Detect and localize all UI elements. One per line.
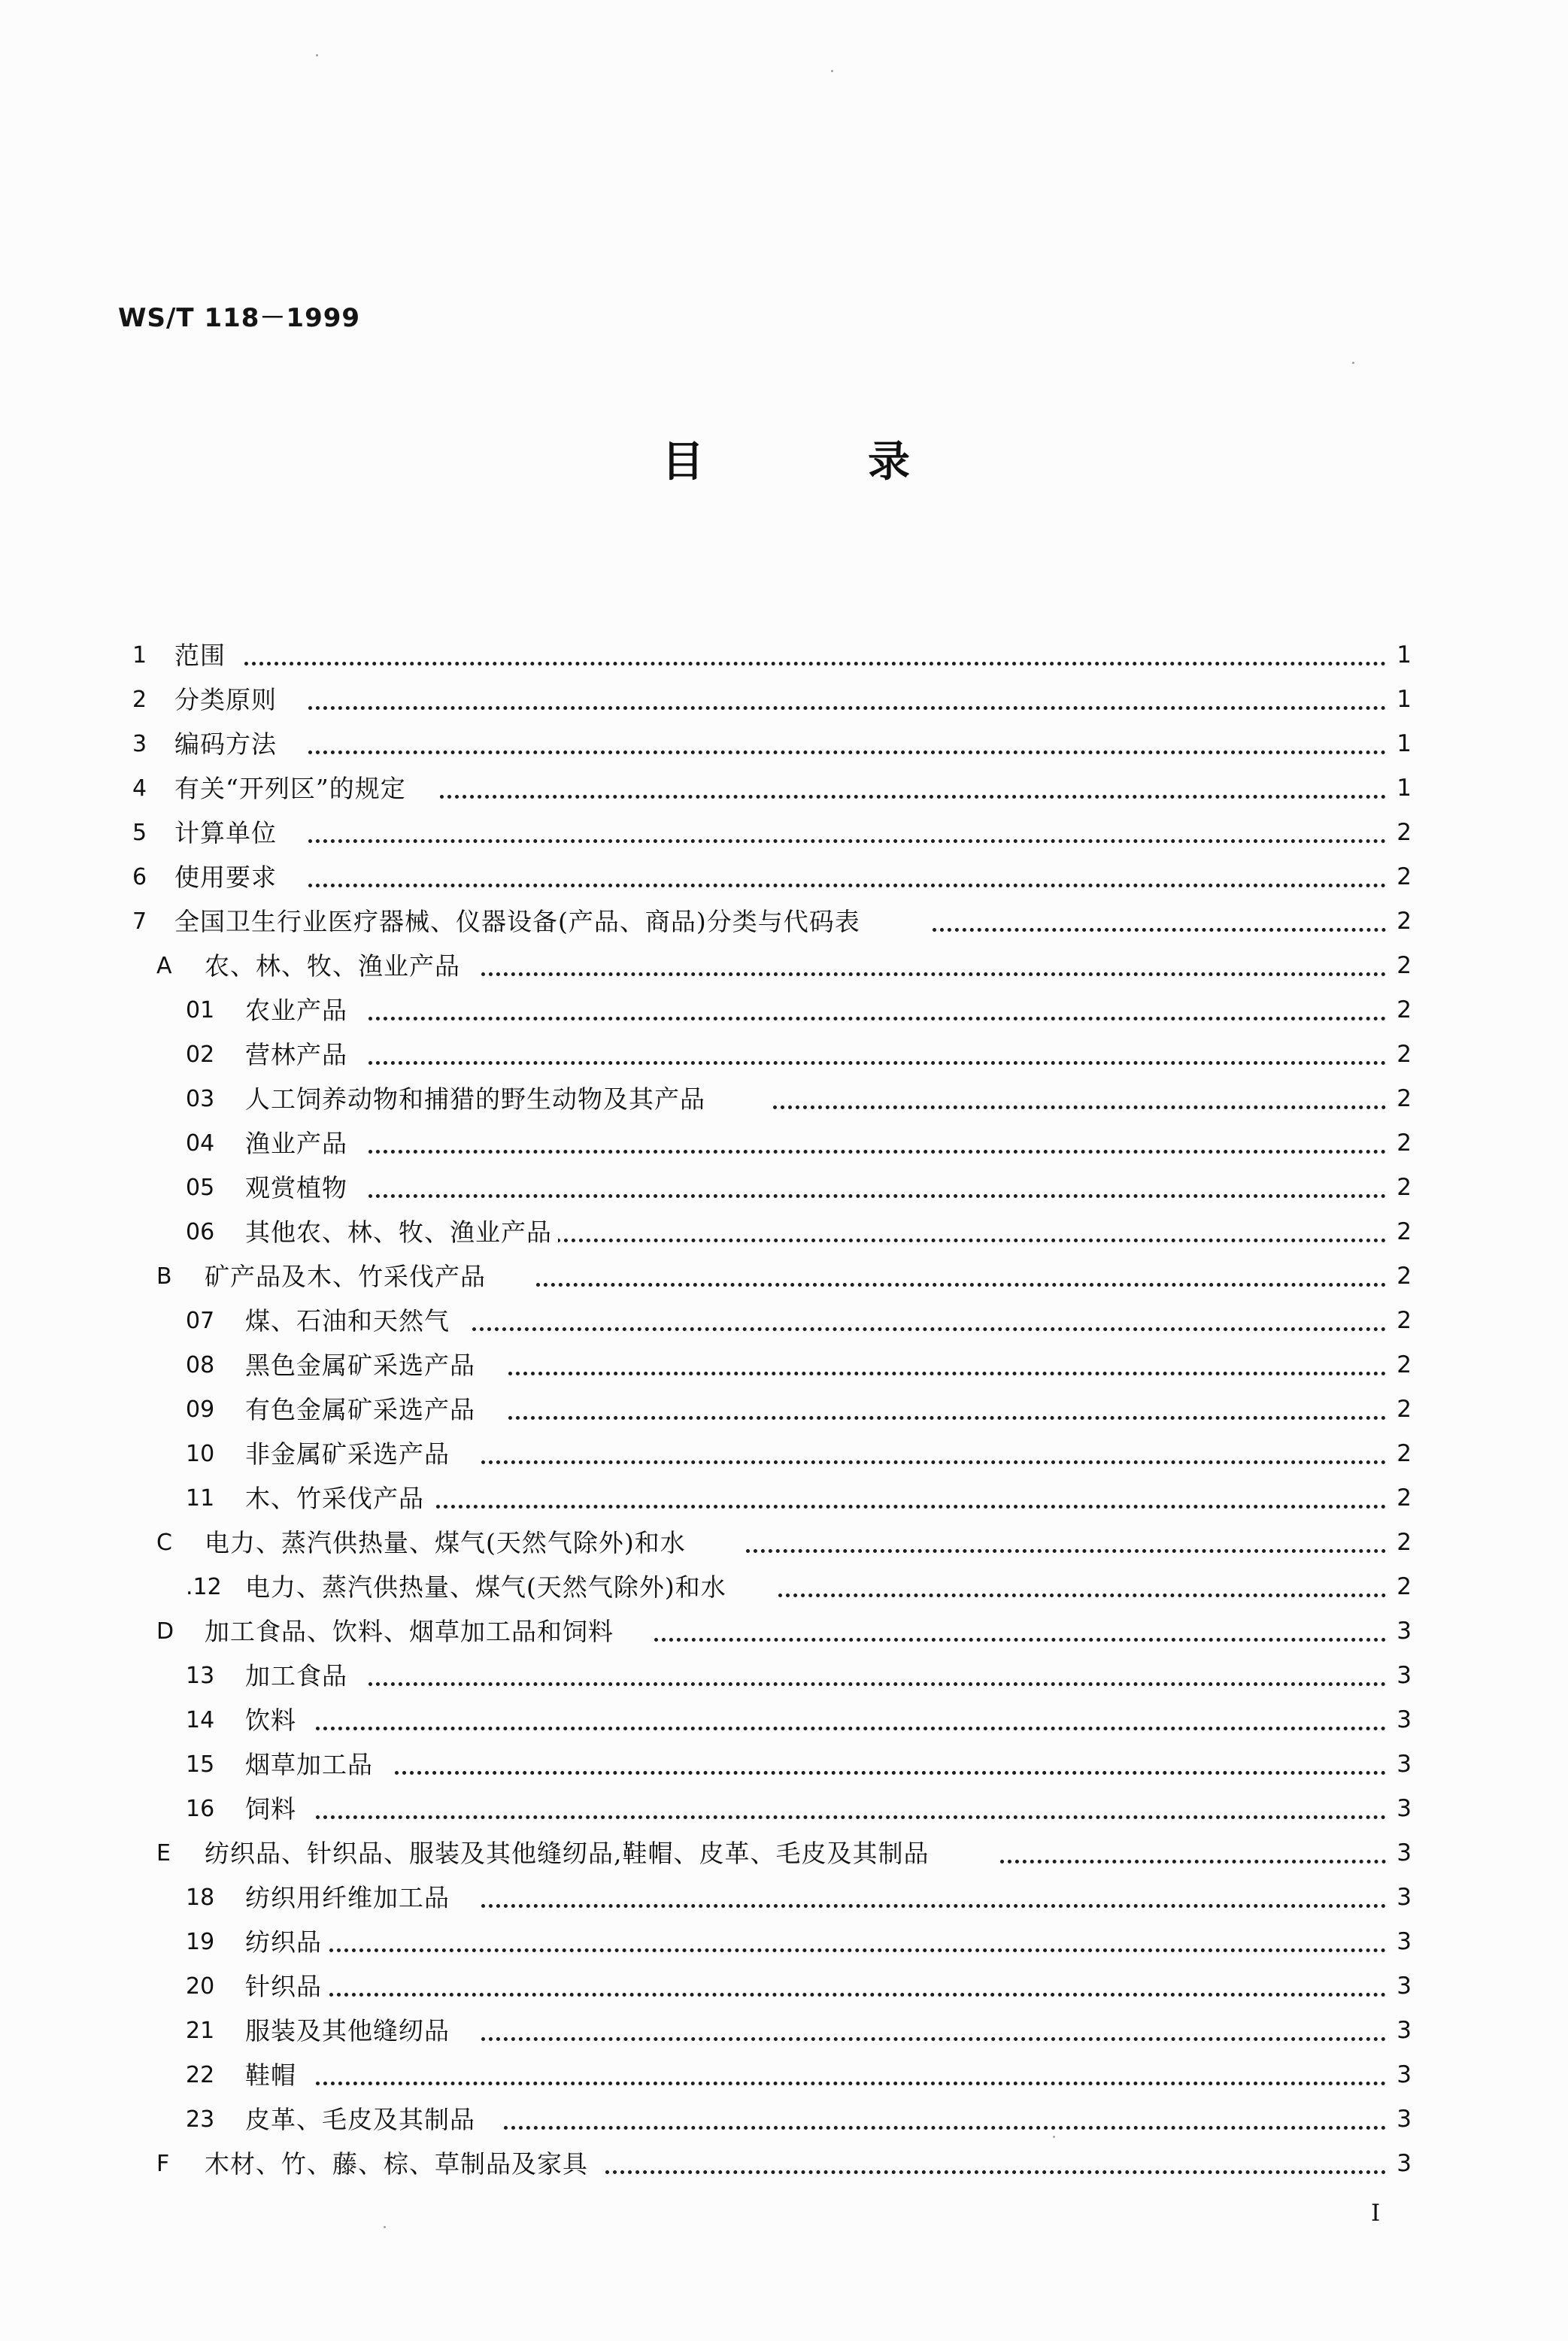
entry-page: 2	[1389, 1476, 1412, 1521]
toc-entry-6	[0, 855, 1568, 899]
entry-number: E	[156, 1840, 171, 1866]
entry-number: 21	[186, 2018, 215, 2044]
entry-page: 2	[1389, 1521, 1412, 1565]
toc-entry-d	[0, 1609, 1568, 1654]
entry-page: 2	[1389, 1565, 1412, 1609]
toc-entry-f	[0, 2142, 1568, 2186]
scan-speck	[831, 70, 833, 72]
entry-number: B	[156, 1263, 172, 1290]
page-number: I	[1371, 2200, 1381, 2227]
dot-leader	[395, 1771, 1386, 1775]
entry-page: 2	[1389, 1387, 1412, 1432]
entry-number: 23	[186, 2106, 215, 2133]
dot-leader	[308, 884, 1386, 887]
dot-leader	[481, 1904, 1386, 1908]
entry-number: F	[156, 2151, 170, 2177]
toc-entry-c	[0, 1521, 1568, 1565]
entry-title: 其他农、林、牧、渔业产品	[245, 1210, 558, 1254]
entry-number: 4	[132, 775, 147, 802]
entry-page: 3	[1389, 1742, 1412, 1787]
entry-number: 16	[186, 1796, 215, 1822]
entry-title: 分类原则	[174, 678, 283, 722]
entry-page: 3	[1389, 1920, 1412, 1964]
entry-page: 2	[1389, 811, 1412, 855]
entry-number: C	[156, 1530, 172, 1556]
toc-entry-15	[0, 1742, 1568, 1787]
entry-page: 2	[1389, 1254, 1412, 1299]
entry-page: 2	[1389, 1210, 1412, 1254]
toc-entry-5	[0, 811, 1568, 855]
standard-code: WS/T 118－1999	[118, 303, 361, 333]
entry-number: 02	[186, 1042, 215, 1068]
entry-page: 1	[1389, 678, 1412, 722]
dot-leader	[778, 1594, 1386, 1597]
dot-leader	[316, 1815, 1386, 1819]
dot-leader	[508, 1416, 1386, 1420]
dot-leader	[536, 1283, 1386, 1287]
entry-title: 纺织品、针织品、服装及其他缝纫品,鞋帽、皮革、毛皮及其制品	[205, 1831, 936, 1876]
dot-leader	[440, 795, 1386, 799]
entry-page: 3	[1389, 1964, 1412, 2009]
toc-entry-02	[0, 1033, 1568, 1077]
entry-page: 2	[1389, 1121, 1412, 1166]
toc-entry-1	[0, 633, 1568, 678]
entry-number: 05	[186, 1175, 215, 1201]
entry-page: 2	[1389, 1033, 1412, 1077]
entry-page: 2	[1389, 1077, 1412, 1121]
entry-title: 加工食品、饮料、烟草加工品和饲料	[205, 1609, 620, 1654]
entry-title: 非金属矿采选产品	[245, 1432, 456, 1476]
entry-page: 2	[1389, 944, 1412, 988]
entry-page: 3	[1389, 1654, 1412, 1698]
entry-number: .12	[186, 1574, 222, 1600]
entry-number: 13	[186, 1663, 215, 1689]
entry-title: 全国卫生行业医疗器械、仪器设备(产品、商品)分类与代码表	[174, 899, 866, 944]
entry-title: 纺织品	[245, 1920, 328, 1964]
dot-leader	[244, 662, 1386, 666]
entry-page: 2	[1389, 855, 1412, 899]
entry-title: 纺织用纤维加工品	[245, 1876, 456, 1920]
entry-number: 20	[186, 1973, 215, 2000]
scan-speck	[316, 54, 318, 56]
entry-page: 3	[1389, 1876, 1412, 1920]
entry-number: 18	[186, 1885, 215, 1911]
entry-number: 04	[186, 1130, 215, 1157]
entry-page: 2	[1389, 1299, 1412, 1343]
entry-number: 3	[132, 731, 147, 757]
entry-page: 1	[1389, 722, 1412, 766]
dot-leader	[368, 1017, 1386, 1020]
toc-entry-11	[0, 1476, 1568, 1521]
entry-number: 03	[186, 1086, 215, 1112]
entry-title: 有色金属矿采选产品	[245, 1387, 481, 1432]
entry-number: 7	[132, 908, 147, 935]
entry-page: 3	[1389, 2142, 1412, 2186]
entry-number: 6	[132, 864, 147, 890]
dot-leader	[481, 972, 1386, 976]
entry-title: 针织品	[245, 1964, 328, 2009]
toc-entry-4	[0, 766, 1568, 811]
entry-title: 鞋帽	[245, 2053, 302, 2097]
dot-leader	[329, 1948, 1386, 1952]
dot-leader	[368, 1150, 1386, 1154]
toc-entry-13	[0, 1654, 1568, 1698]
entry-page: 3	[1389, 1698, 1412, 1742]
entry-number: 19	[186, 1929, 215, 1955]
entry-page: 2	[1389, 1343, 1412, 1387]
toc-entry-21	[0, 2009, 1568, 2053]
entry-title: 皮革、毛皮及其制品	[245, 2097, 481, 2142]
entry-number: 06	[186, 1219, 215, 1245]
entry-number: 07	[186, 1308, 215, 1334]
toc-entry-b	[0, 1254, 1568, 1299]
dot-leader	[605, 2170, 1386, 2174]
toc-entry-10	[0, 1432, 1568, 1476]
entry-title: 饲料	[245, 1787, 302, 1831]
dot-leader	[308, 751, 1386, 754]
dot-leader	[308, 839, 1386, 843]
entry-title: 营林产品	[245, 1033, 353, 1077]
entry-title: 烟草加工品	[245, 1742, 379, 1787]
toc-entry-12	[0, 1565, 1568, 1609]
entry-number: 08	[186, 1352, 215, 1378]
toc-entry-05	[0, 1166, 1568, 1210]
entry-title: 观赏植物	[245, 1166, 353, 1210]
entry-number: 22	[186, 2062, 215, 2088]
dot-leader	[368, 1061, 1386, 1065]
dot-leader	[746, 1549, 1386, 1553]
entry-page: 2	[1389, 1166, 1412, 1210]
entry-title: 编码方法	[174, 722, 283, 766]
dot-leader	[316, 2082, 1386, 2085]
toc-entry-03	[0, 1077, 1568, 1121]
entry-number: 01	[186, 997, 215, 1023]
scan-speck	[1053, 2136, 1055, 2138]
entry-page: 3	[1389, 2053, 1412, 2097]
entry-title: 农业产品	[245, 988, 353, 1033]
toc-entry-2	[0, 678, 1568, 722]
dot-leader	[773, 1105, 1386, 1109]
entry-title: 计算单位	[174, 811, 283, 855]
entry-page: 3	[1389, 2009, 1412, 2053]
dot-leader	[308, 706, 1386, 710]
dot-leader	[481, 2037, 1386, 2041]
toc-entry-04	[0, 1121, 1568, 1166]
toc-entry-14	[0, 1698, 1568, 1742]
entry-title: 加工食品	[245, 1654, 353, 1698]
entry-number: 10	[186, 1441, 215, 1467]
dot-leader	[368, 1682, 1386, 1686]
entry-page: 3	[1389, 1609, 1412, 1654]
dot-leader	[472, 1327, 1386, 1331]
entry-page: 2	[1389, 988, 1412, 1033]
dot-leader	[654, 1638, 1386, 1642]
toc-entry-18	[0, 1876, 1568, 1920]
scan-speck	[1352, 362, 1354, 364]
entry-title: 范围	[174, 633, 232, 678]
dot-leader	[933, 928, 1386, 932]
entry-number: 5	[132, 820, 147, 846]
entry-number: 11	[186, 1485, 215, 1512]
toc-entry-7	[0, 899, 1568, 944]
entry-title: 木材、竹、藤、棕、草制品及家具	[205, 2142, 594, 2186]
dot-leader	[504, 2126, 1386, 2130]
entry-number: 15	[186, 1751, 215, 1778]
entry-number: A	[156, 953, 172, 979]
toc-entry-20	[0, 1964, 1568, 2009]
entry-number: 14	[186, 1707, 215, 1733]
toc-entry-16	[0, 1787, 1568, 1831]
entry-title: 服装及其他缝纫品	[245, 2009, 456, 2053]
scan-speck	[384, 2226, 386, 2228]
entry-number: 2	[132, 687, 147, 713]
entry-title: 黑色金属矿采选产品	[245, 1343, 481, 1387]
contents-title-char-1: 目	[662, 438, 704, 487]
contents-title-char-2: 录	[868, 438, 910, 487]
entry-number: D	[156, 1618, 174, 1645]
entry-page: 1	[1389, 633, 1412, 678]
toc-entry-23	[0, 2097, 1568, 2142]
dot-leader	[557, 1239, 1386, 1242]
table-of-contents	[0, 633, 1568, 2186]
toc-entry-09	[0, 1387, 1568, 1432]
entry-title: 木、竹采伐产品	[245, 1476, 430, 1521]
dot-leader	[436, 1505, 1386, 1509]
dot-leader	[368, 1194, 1386, 1198]
entry-page: 3	[1389, 2097, 1412, 2142]
entry-page: 3	[1389, 1831, 1412, 1876]
entry-title: 渔业产品	[245, 1121, 353, 1166]
toc-entry-a	[0, 944, 1568, 988]
toc-entry-22	[0, 2053, 1568, 2097]
dot-leader	[508, 1372, 1386, 1375]
entry-number: 1	[132, 642, 147, 669]
entry-title: 煤、石油和天然气	[245, 1299, 456, 1343]
entry-page: 3	[1389, 1787, 1412, 1831]
entry-title: 矿产品及木、竹采伐产品	[205, 1254, 492, 1299]
entry-page: 2	[1389, 1432, 1412, 1476]
dot-leader	[481, 1460, 1386, 1464]
entry-title: 人工饲养动物和捕猎的野生动物及其产品	[245, 1077, 711, 1121]
toc-entry-01	[0, 988, 1568, 1033]
entry-title: 农、林、牧、渔业产品	[205, 944, 466, 988]
dot-leader	[329, 1993, 1386, 1997]
entry-page: 2	[1389, 899, 1412, 944]
entry-title: 饮料	[245, 1698, 302, 1742]
entry-title: 电力、蒸汽供热量、煤气(天然气除外)和水	[205, 1521, 692, 1565]
dot-leader	[316, 1727, 1386, 1730]
entry-title: 有关“开列区”的规定	[174, 766, 412, 811]
toc-entry-06	[0, 1210, 1568, 1254]
toc-entry-3	[0, 722, 1568, 766]
contents-title	[662, 429, 910, 489]
toc-entry-07	[0, 1299, 1568, 1343]
entry-title: 使用要求	[174, 855, 283, 899]
toc-entry-19	[0, 1920, 1568, 1964]
toc-entry-e	[0, 1831, 1568, 1876]
entry-page: 1	[1389, 766, 1412, 811]
entry-title: 电力、蒸汽供热量、煤气(天然气除外)和水	[245, 1565, 732, 1609]
toc-entry-08	[0, 1343, 1568, 1387]
entry-number: 09	[186, 1396, 215, 1423]
dot-leader	[1000, 1860, 1386, 1863]
